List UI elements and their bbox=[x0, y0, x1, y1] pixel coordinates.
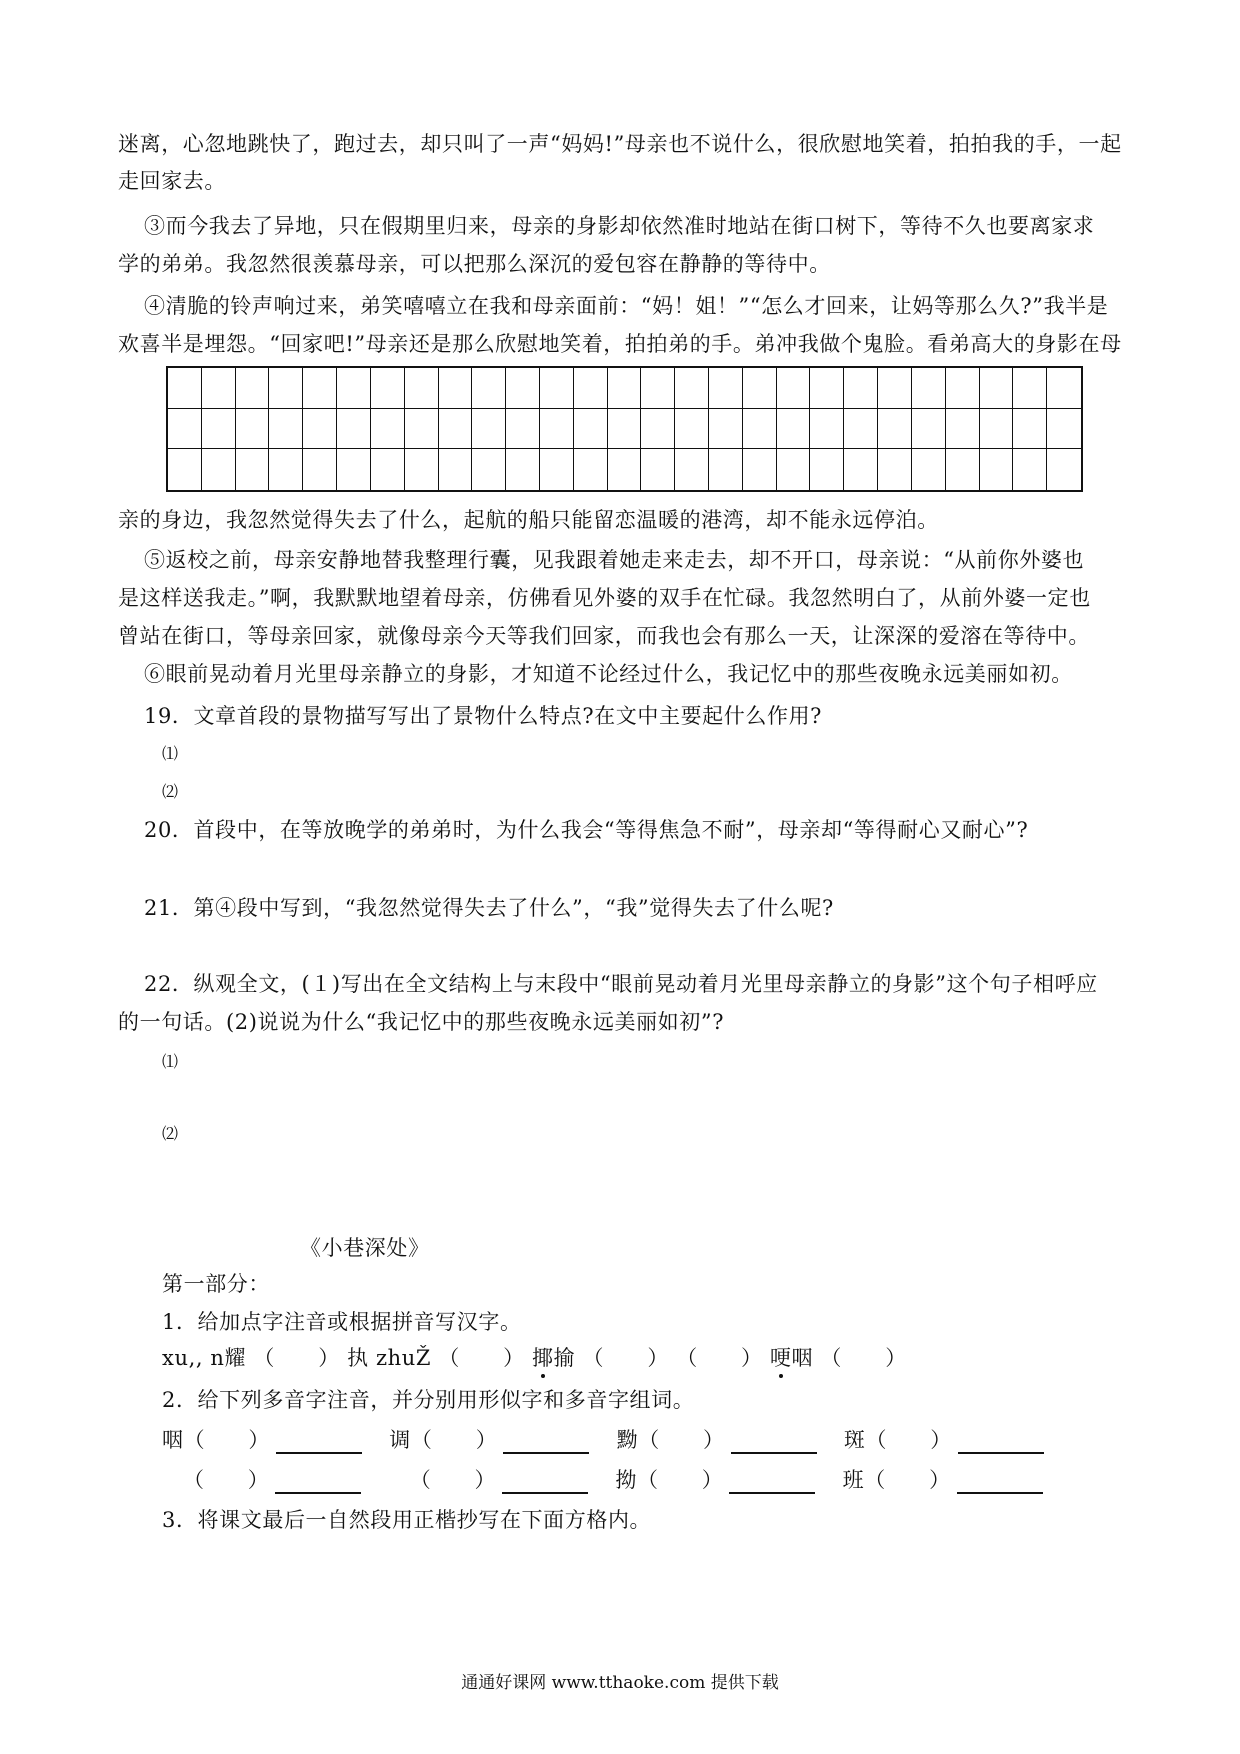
grid-cell[interactable] bbox=[337, 409, 371, 450]
paragraph-line: 迷离，心忽地跳快了，跑过去，却只叫了一声“妈妈!”母亲也不说什么，很欣慰地笑着，拍拍我的手，一起 bbox=[118, 132, 1122, 156]
item bbox=[532, 1346, 575, 1370]
grid-cell[interactable] bbox=[236, 368, 270, 409]
grid-cell[interactable] bbox=[1013, 449, 1047, 490]
answer-blank[interactable] bbox=[958, 1430, 1044, 1454]
section-title: 《小巷深处》 bbox=[300, 1236, 430, 1260]
dotted-char: 哽 bbox=[769, 1346, 792, 1370]
grid-cell[interactable] bbox=[878, 409, 912, 450]
answer-label: ⑵ bbox=[162, 782, 179, 801]
paragraph-line: ⑥眼前晃动着月光里母亲静立的身影，才知道不论经过什么，我记忆中的那些夜晚永远美丽如初。 bbox=[144, 662, 1073, 686]
grid-cell[interactable] bbox=[641, 449, 675, 490]
grid-cell[interactable] bbox=[574, 409, 608, 450]
grid-cell[interactable] bbox=[506, 368, 540, 409]
grid-cell[interactable] bbox=[337, 368, 371, 409]
grid-cell[interactable] bbox=[1013, 368, 1047, 409]
question-20: 20．首段中，在等放晚学的弟弟时，为什么我会“等得焦急不耐”，母亲却“等得耐心又耐心”? bbox=[144, 818, 1029, 842]
grid-cell[interactable] bbox=[439, 449, 473, 490]
grid-cell[interactable] bbox=[675, 368, 709, 409]
answer-paren[interactable]: （ ） bbox=[438, 1346, 525, 1370]
grid-cell[interactable] bbox=[168, 409, 202, 450]
paragraph-line: ③而今我去了异地，只在假期里归来，母亲的身影却依然准时地站在街口树下，等待不久也要离家求 bbox=[144, 214, 1095, 238]
grid-cell[interactable] bbox=[844, 368, 878, 409]
grid-cell[interactable] bbox=[202, 409, 236, 450]
writing-grid[interactable] bbox=[166, 366, 1083, 492]
answer-blank[interactable] bbox=[731, 1430, 817, 1454]
grid-cell[interactable] bbox=[675, 449, 709, 490]
grid-cell[interactable] bbox=[878, 368, 912, 409]
grid-cell[interactable] bbox=[269, 449, 303, 490]
paragraph-line: 曾站在街口，等母亲回家，就像母亲今天等我们回家，而我也会有那么一天，让深深的爱溶在等待中。 bbox=[118, 624, 1090, 648]
part-heading: 第一部分： bbox=[162, 1272, 270, 1296]
grid-cell[interactable] bbox=[709, 449, 743, 490]
paragraph-line: 是这样送我走。”啊，我默默地望着母亲，仿佛看见外婆的双手在忙碌。我忽然明白了，从前外婆一定也 bbox=[118, 586, 1091, 610]
grid-cell[interactable] bbox=[405, 449, 439, 490]
item bbox=[770, 1346, 813, 1370]
polyphone-char: 咽 bbox=[162, 1428, 184, 1452]
grid-cell[interactable] bbox=[540, 409, 574, 450]
answer-paren[interactable]: （ ） bbox=[676, 1346, 763, 1370]
grid-cell[interactable] bbox=[337, 449, 371, 490]
grid-cell[interactable] bbox=[946, 449, 980, 490]
grid-cell[interactable] bbox=[236, 449, 270, 490]
question-22-cont: 的一句话。(2)说说为什么“我记忆中的那些夜晚永远美丽如初”? bbox=[118, 1010, 725, 1034]
grid-cell[interactable] bbox=[810, 449, 844, 490]
exercise-1: 1．给加点字注音或根据拼音写汉字。 bbox=[162, 1310, 522, 1334]
grid-cell[interactable] bbox=[236, 409, 270, 450]
grid-cell[interactable] bbox=[439, 409, 473, 450]
item: xu,, n耀 bbox=[162, 1346, 247, 1370]
answer-paren[interactable]: （ ） bbox=[820, 1346, 907, 1370]
grid-cell[interactable] bbox=[1013, 409, 1047, 450]
answer-blank[interactable] bbox=[957, 1470, 1043, 1494]
grid-cell[interactable] bbox=[269, 368, 303, 409]
grid-cell[interactable] bbox=[980, 449, 1014, 490]
grid-cell[interactable] bbox=[574, 368, 608, 409]
grid-cell[interactable] bbox=[641, 368, 675, 409]
question-19: 19．文章首段的景物描写写出了景物什么特点?在文中主要起什么作用? bbox=[144, 704, 823, 728]
grid-cell[interactable] bbox=[743, 449, 777, 490]
grid-cell[interactable] bbox=[1047, 368, 1081, 409]
grid-cell[interactable] bbox=[675, 409, 709, 450]
grid-cell[interactable] bbox=[946, 409, 980, 450]
grid-cell[interactable] bbox=[168, 368, 202, 409]
grid-cell[interactable] bbox=[709, 409, 743, 450]
grid-cell[interactable] bbox=[269, 409, 303, 450]
grid-cell[interactable] bbox=[777, 409, 811, 450]
grid-cell[interactable] bbox=[777, 368, 811, 409]
answer-paren[interactable]: （ ） bbox=[183, 1468, 270, 1492]
polyphone-char: 黝 bbox=[616, 1428, 639, 1452]
polyphone-row-2 bbox=[162, 1466, 1049, 1494]
grid-cell[interactable] bbox=[540, 368, 574, 409]
grid-cell[interactable] bbox=[912, 409, 946, 450]
grid-cell[interactable] bbox=[506, 409, 540, 450]
answer-paren[interactable]: （ ） bbox=[638, 1428, 725, 1452]
dotted-char: 揶 bbox=[532, 1346, 554, 1370]
grid-cell[interactable] bbox=[912, 449, 946, 490]
polyphone-row-1 bbox=[162, 1426, 1050, 1454]
grid-cell[interactable] bbox=[472, 368, 506, 409]
paragraph-line: 欢喜半是埋怨。“回家吧!”母亲还是那么欣慰地笑着，拍拍弟的手。弟冲我做个鬼脸。看弟高大的身影在母 bbox=[118, 332, 1122, 356]
paragraph-line: 走回家去。 bbox=[118, 169, 226, 193]
exercise-2: 2．给下列多音字注音，并分别用形似字和多音字组词。 bbox=[162, 1388, 695, 1412]
footer-text: 通通好课网 www.tthaoke.com 提供下载 bbox=[461, 1673, 779, 1693]
grid-cell[interactable] bbox=[980, 368, 1014, 409]
grid-cell[interactable] bbox=[777, 449, 811, 490]
grid-cell[interactable] bbox=[439, 368, 473, 409]
answer-paren[interactable]: （ ） bbox=[253, 1346, 340, 1370]
grid-cell[interactable] bbox=[743, 368, 777, 409]
grid-cell[interactable] bbox=[844, 409, 878, 450]
grid-cell[interactable] bbox=[371, 409, 405, 450]
grid-cell[interactable] bbox=[608, 449, 642, 490]
answer-blank[interactable] bbox=[503, 1430, 589, 1454]
paragraph-line: 亲的身边，我忽然觉得失去了什么，起航的船只能留恋温暖的港湾，却不能永远停泊。 bbox=[118, 508, 939, 532]
grid-cell[interactable] bbox=[303, 409, 337, 450]
answer-paren[interactable]: （ ） bbox=[410, 1428, 498, 1452]
paragraph-line: ④清脆的铃声响过来，弟笑嘻嘻立在我和母亲面前：“妈！姐！”“怎么才回来，让妈等那么久?”我半是 bbox=[144, 294, 1109, 318]
grid-cell[interactable] bbox=[1047, 449, 1081, 490]
grid-cell[interactable] bbox=[878, 449, 912, 490]
answer-paren[interactable]: （ ） bbox=[183, 1428, 271, 1452]
grid-cell[interactable] bbox=[202, 368, 236, 409]
polyphone-char: 调 bbox=[389, 1428, 411, 1452]
grid-cell[interactable] bbox=[202, 449, 236, 490]
item: 执 zhuŽ bbox=[347, 1346, 432, 1370]
grid-cell[interactable] bbox=[506, 449, 540, 490]
grid-cell[interactable] bbox=[371, 449, 405, 490]
grid-cell[interactable] bbox=[743, 409, 777, 450]
answer-paren[interactable]: （ ） bbox=[636, 1468, 724, 1492]
grid-cell[interactable] bbox=[574, 449, 608, 490]
answer-label: ⑴ bbox=[162, 744, 179, 763]
grid-cell[interactable] bbox=[709, 368, 743, 409]
polyphone-char: 班 bbox=[842, 1468, 865, 1492]
polyphone-char: 斑 bbox=[843, 1428, 866, 1452]
grid-cell[interactable] bbox=[946, 368, 980, 409]
char: 揄 bbox=[553, 1346, 576, 1370]
answer-paren[interactable]: （ ） bbox=[865, 1428, 952, 1452]
grid-cell[interactable] bbox=[980, 409, 1014, 450]
grid-cell[interactable] bbox=[371, 368, 405, 409]
grid-cell[interactable] bbox=[303, 368, 337, 409]
grid-cell[interactable] bbox=[912, 368, 946, 409]
grid-cell[interactable] bbox=[168, 449, 202, 490]
grid-cell[interactable] bbox=[608, 409, 642, 450]
grid-cell[interactable] bbox=[641, 409, 675, 450]
paragraph-line: 学的弟弟。我忽然很羡慕母亲，可以把那么深沉的爱包容在静静的等待中。 bbox=[118, 252, 831, 276]
grid-cell[interactable] bbox=[540, 449, 574, 490]
char: 咽 bbox=[791, 1346, 814, 1370]
exercise-3: 3．将课文最后一自然段用正楷抄写在下面方格内。 bbox=[162, 1508, 652, 1532]
pinyin-row bbox=[162, 1344, 907, 1372]
answer-paren[interactable]: （ ） bbox=[409, 1468, 497, 1492]
grid-cell[interactable] bbox=[405, 409, 439, 450]
answer-blank[interactable] bbox=[729, 1470, 815, 1494]
answer-label: ⑴ bbox=[162, 1052, 179, 1071]
grid-cell[interactable] bbox=[472, 449, 506, 490]
polyphone-char: 拗 bbox=[615, 1468, 637, 1492]
answer-label: ⑵ bbox=[162, 1124, 179, 1143]
answer-blank[interactable] bbox=[275, 1470, 361, 1494]
answer-blank[interactable] bbox=[502, 1470, 588, 1494]
grid-cell[interactable] bbox=[405, 368, 439, 409]
answer-blank[interactable] bbox=[276, 1430, 362, 1454]
grid-cell[interactable] bbox=[608, 368, 642, 409]
question-22: 22．纵观全文，(１)写出在全文结构上与末段中“眼前晃动着月光里母亲静立的身影”这个句子相呼应 bbox=[144, 972, 1098, 996]
paragraph-line: ⑤返校之前，母亲安静地替我整理行囊，见我跟着她走来走去，却不开口，母亲说：“从前你外婆也 bbox=[144, 548, 1085, 572]
grid-cell[interactable] bbox=[844, 449, 878, 490]
question-21: 21．第④段中写到，“我忽然觉得失去了什么”，“我”觉得失去了什么呢? bbox=[144, 896, 834, 920]
answer-paren[interactable]: （ ） bbox=[582, 1346, 669, 1370]
grid-cell[interactable] bbox=[472, 409, 506, 450]
grid-cell[interactable] bbox=[810, 409, 844, 450]
grid-cell[interactable] bbox=[1047, 409, 1081, 450]
grid-cell[interactable] bbox=[810, 368, 844, 409]
answer-paren[interactable]: （ ） bbox=[864, 1468, 951, 1492]
grid-cell[interactable] bbox=[303, 449, 337, 490]
